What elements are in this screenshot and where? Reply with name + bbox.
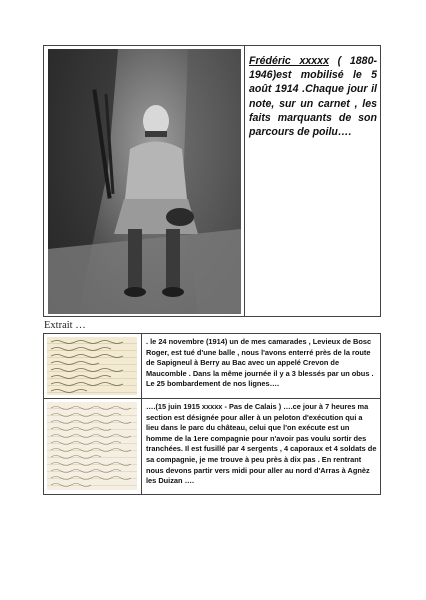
row-divider (141, 399, 142, 494)
soldier-photo (48, 49, 241, 314)
notebook-page-image (47, 402, 137, 490)
diary-entry-text: . le 24 novembre (1914) un de mes camarades , Levieux de Bosc Roger, est tué d'une balle , nous l'avons enterré près de la route de Sapigneul à Berry au Bac avec un appelé Crevon de Maucomble . Dans la même journée il y a 3 blessés par un obus . Le 25 bombardement de nos lignes…. (146, 337, 374, 389)
diary-entry-row (43, 399, 381, 495)
soldier-photo-illustration (48, 49, 241, 314)
handwriting-scribble (47, 402, 137, 490)
row-divider (141, 334, 142, 398)
extrait-label: Extrait … (44, 320, 86, 331)
intro-paragraph (249, 54, 377, 139)
notebook-page-image (47, 337, 137, 395)
table-divider (244, 46, 245, 316)
intro-text: ( 1880-1946)est mobilisé le 5 août 1914 .Chaque jour il note, sur un carnet , les faits marquants de son parcours de poilu…. (249, 55, 377, 139)
diary-entry-row (43, 333, 381, 399)
handwriting-scribble (47, 337, 137, 395)
photo-intro-table (43, 45, 381, 317)
diary-entry-text: ….(15 juin 1915 xxxxx - Pas de Calais ) ….ce jour à 7 heures ma section est désignée pour aller à un peloton d'exécution qui a lieu dans le parc du château, celui que l'on exécute est un homme de la 1ere compagnie pour n'avoir pas voulu sortir des tranchées. Il est fusillé par 4 sergents , 4 caporaux et 4 soldats de sa compagnie, je me trouve à peu près à dix pas . En rentrant nous devons partir vers midi pour aller au nord d'Arras à Agnèz les Duizan …. (146, 402, 377, 486)
soldier-name: Frédéric xxxxx (249, 55, 329, 67)
